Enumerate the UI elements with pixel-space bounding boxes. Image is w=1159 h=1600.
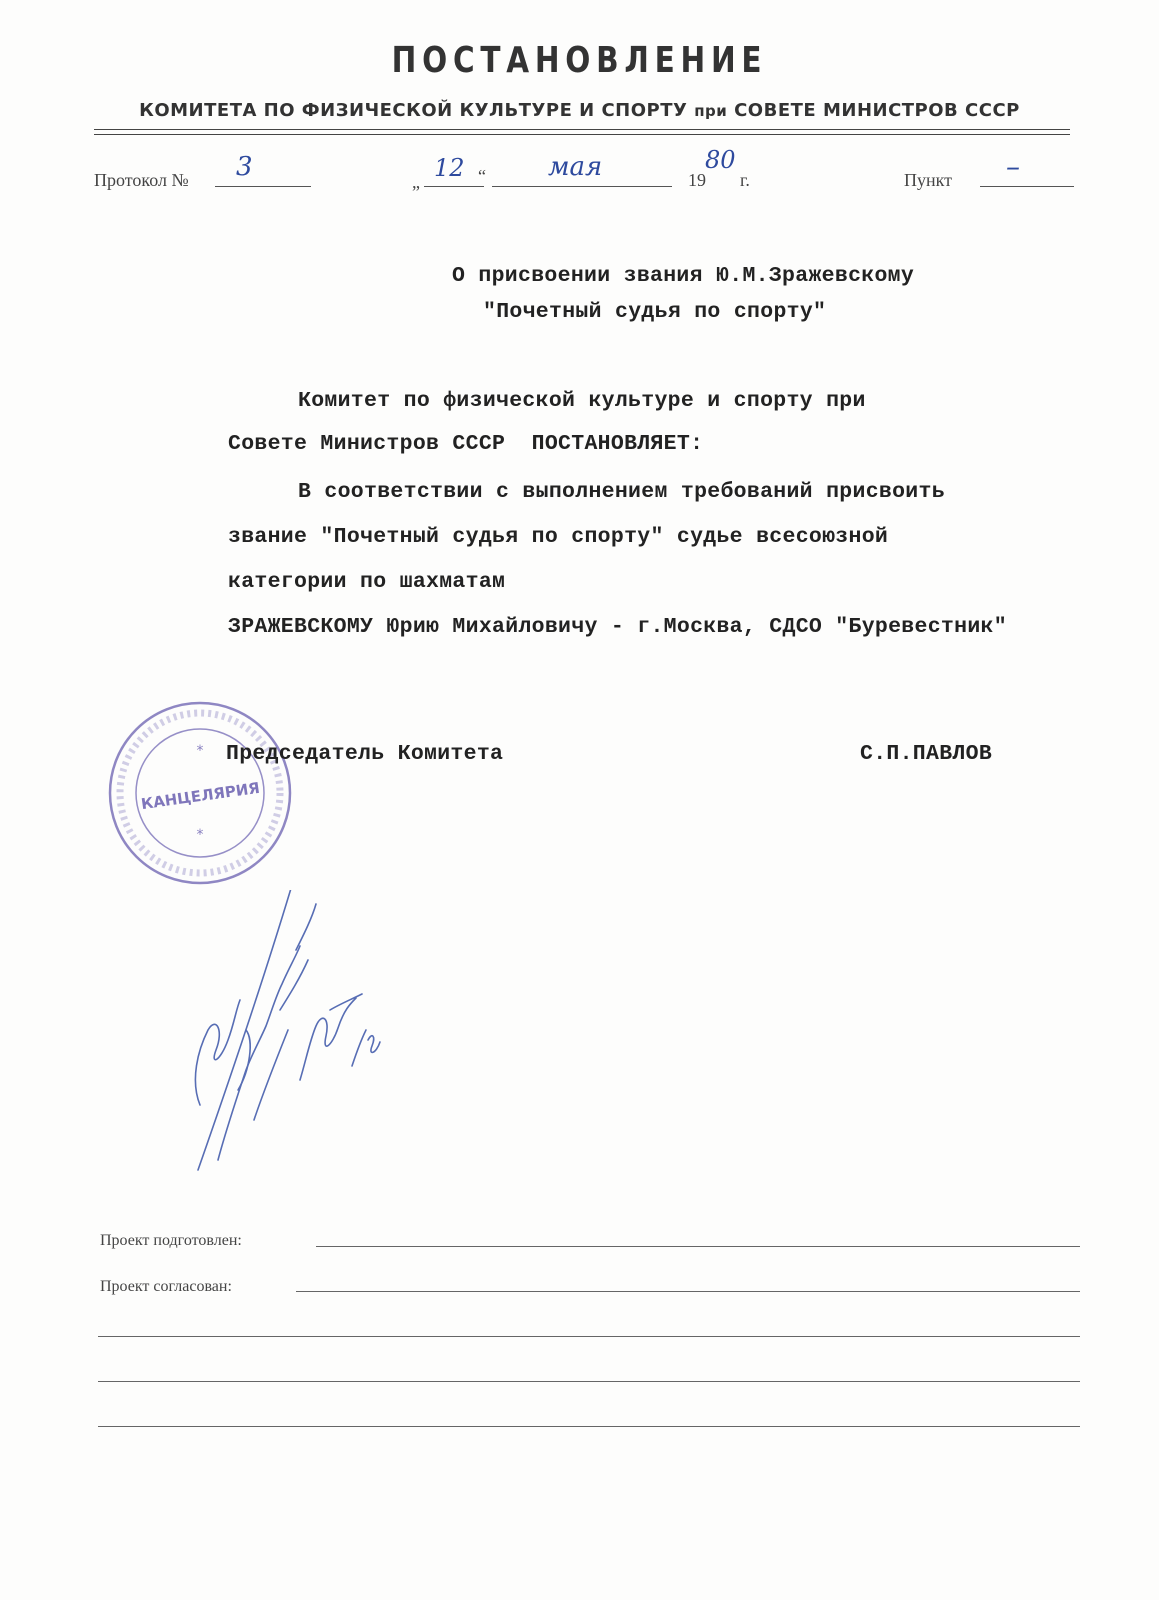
agreed-line: [296, 1291, 1080, 1292]
prepared-label: Проект подготовлен:: [100, 1232, 242, 1249]
year-suffix: 80: [705, 146, 736, 174]
body-line-5: категории по шахматам: [228, 570, 506, 594]
document-subtitle: [0, 100, 1159, 121]
handwritten-resolution: [180, 890, 410, 1180]
protocol-number: 3: [236, 152, 253, 182]
body-line-2: Совете Министров СССР ПОСТАНОВЛЯЕТ:: [228, 432, 704, 456]
subject-line-2: "Почетный судья по спорту": [483, 300, 827, 324]
footer-line-4: [98, 1381, 1080, 1382]
document-title: ПОСТАНОВЛЕНИЕ: [391, 40, 768, 81]
footer-line-5: [98, 1426, 1080, 1427]
protocol-label: Протокол №: [94, 170, 189, 190]
header-rule-bottom: [94, 134, 1070, 135]
date-day: 12: [434, 154, 465, 182]
signatory-name: С.П.ПАВЛОВ: [860, 742, 993, 766]
subtitle-pri: при: [694, 102, 728, 120]
body-line-4: звание "Почетный судья по спорту" судье всесоюзной: [228, 525, 889, 549]
svg-text:*: *: [196, 827, 204, 843]
month-line: [492, 186, 672, 187]
body-line-3: В соответствии с выполнением требований присвоить: [298, 480, 945, 504]
point-value: –: [1006, 150, 1020, 183]
date-quote-open: „: [412, 172, 420, 192]
subtitle-council: СОВЕТЕ МИНИСТРОВ СССР: [734, 100, 1020, 121]
prepared-line: [316, 1246, 1080, 1247]
footer-line-3: [98, 1336, 1080, 1337]
signatory-position: Председатель Комитета: [226, 742, 504, 766]
date-month: мая: [548, 152, 603, 182]
svg-text:*: *: [196, 743, 204, 759]
body-line-1: Комитет по физической культуре и спорту при: [298, 389, 866, 413]
protocol-number-line: [215, 186, 311, 187]
subtitle-committee: КОМИТЕТА ПО ФИЗИЧЕСКОЙ КУЛЬТУРЕ И СПОРТУ: [139, 100, 688, 121]
agreed-label: Проект согласован:: [100, 1278, 232, 1295]
day-line: [424, 186, 484, 187]
body-line-6: ЗРАЖЕВСКОМУ Юрию Михайловичу - г.Москва, СДСО "Буревестник": [228, 615, 1007, 639]
year-prefix: 19: [688, 170, 706, 190]
point-line: [980, 186, 1074, 187]
point-label: Пункт: [904, 170, 953, 190]
header-rule-top: [94, 129, 1070, 130]
stamp-center-text: КАНЦЕЛЯРИЯ: [139, 778, 261, 814]
office-stamp: [104, 697, 296, 889]
subject-line-1: О присвоении звания Ю.М.Зражевскому: [452, 264, 915, 288]
year-unit: г.: [740, 170, 750, 190]
date-quote-close: “: [478, 166, 486, 186]
